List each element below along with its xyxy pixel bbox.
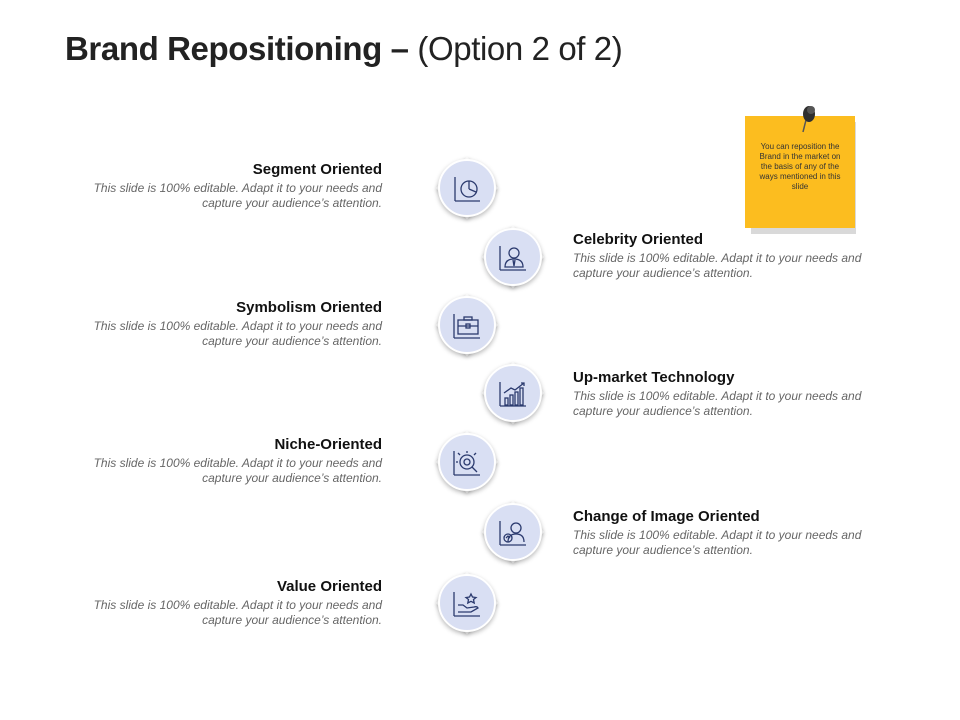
title-main: Brand Repositioning – xyxy=(65,30,409,67)
pie-chart-icon xyxy=(440,161,494,215)
item-description: This slide is 100% editable. Adapt it to your needs and capture your audience’s attention. xyxy=(93,598,382,627)
item-niche-oriented xyxy=(62,436,382,486)
item-heading: Value Oriented xyxy=(276,578,382,595)
title-sub: (Option 2 of 2) xyxy=(417,30,623,67)
node-segment-oriented xyxy=(435,156,499,220)
item-heading: Celebrity Oriented xyxy=(573,231,704,248)
item-celebrity-oriented xyxy=(573,231,893,281)
item-heading: Segment Oriented xyxy=(252,161,382,178)
slide-title xyxy=(65,30,622,68)
item-segment-oriented xyxy=(62,161,382,211)
node-value-oriented xyxy=(435,571,499,635)
sticky-note-text: You can reposition the Brand in the market on the basis of any of the ways mentioned in this slide xyxy=(745,116,855,228)
user-refresh-icon xyxy=(486,505,540,559)
node-up-market-technology xyxy=(481,361,545,425)
item-description: This slide is 100% editable. Adapt it to your needs and capture your audience’s attention. xyxy=(93,456,382,485)
item-up-market-technology xyxy=(573,369,893,419)
item-heading: Up-market Technology xyxy=(573,369,735,386)
item-change-of-image-oriented xyxy=(573,508,893,558)
item-value-oriented xyxy=(62,578,382,628)
growth-chart-icon xyxy=(486,366,540,420)
node-niche-oriented xyxy=(435,430,499,494)
item-heading: Niche-Oriented xyxy=(274,436,382,453)
pushpin-icon xyxy=(797,104,821,134)
item-description: This slide is 100% editable. Adapt it to your needs and capture your audience’s attention. xyxy=(573,389,862,418)
item-heading: Symbolism Oriented xyxy=(236,299,382,316)
item-description: This slide is 100% editable. Adapt it to your needs and capture your audience’s attention. xyxy=(573,528,862,557)
item-symbolism-oriented xyxy=(62,299,382,349)
item-description: This slide is 100% editable. Adapt it to your needs and capture your audience’s attention. xyxy=(93,181,382,210)
item-description: This slide is 100% editable. Adapt it to your needs and capture your audience’s attention. xyxy=(93,319,382,348)
target-search-icon xyxy=(440,435,494,489)
briefcase-icon xyxy=(440,298,494,352)
item-heading: Change of Image Oriented xyxy=(573,508,760,525)
hand-star-icon xyxy=(440,576,494,630)
item-description: This slide is 100% editable. Adapt it to your needs and capture your audience’s attention. xyxy=(573,251,862,280)
person-icon xyxy=(486,230,540,284)
sticky-note xyxy=(745,116,860,234)
node-symbolism-oriented xyxy=(435,293,499,357)
node-change-of-image-oriented xyxy=(481,500,545,564)
node-celebrity-oriented xyxy=(481,225,545,289)
